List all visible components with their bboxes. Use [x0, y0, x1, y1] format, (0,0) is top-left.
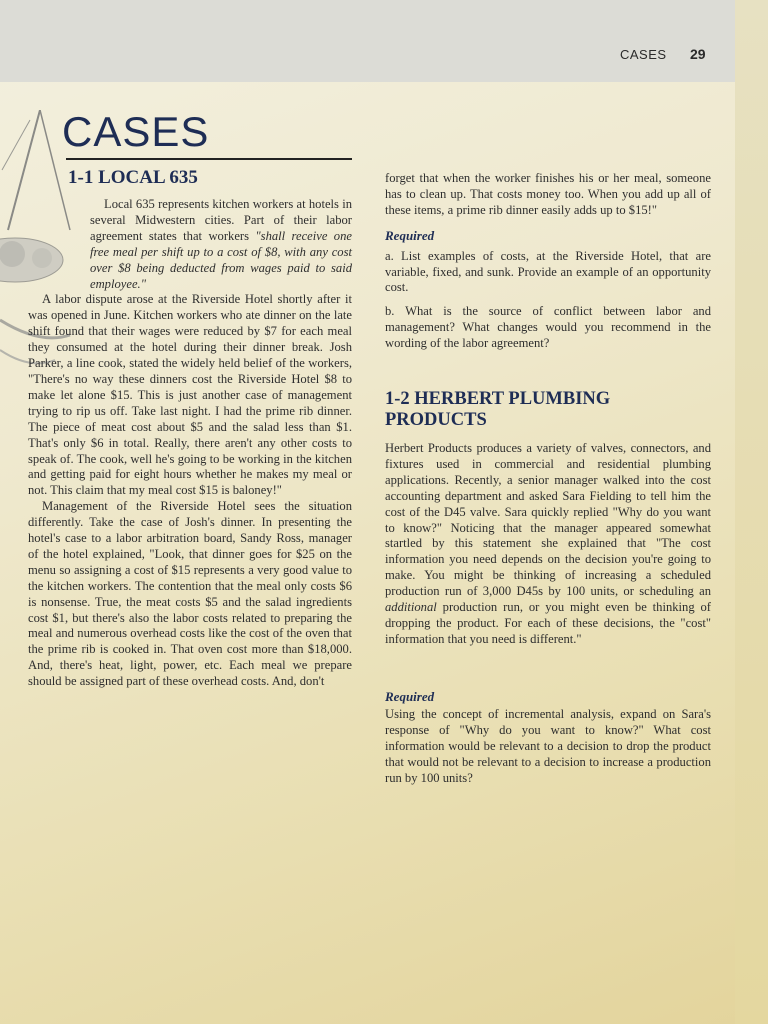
- title-rule: [66, 158, 352, 160]
- header-band: [0, 0, 735, 82]
- case-2-paragraph: [385, 441, 711, 648]
- case-1-right-column: [385, 171, 711, 352]
- case-2-text-2: production run, or you might even be thinking of dropping the product. For each of these decisions, the "cost" information that you need is different.": [385, 600, 711, 646]
- case-1-requirement-a: a. List examples of costs, at the Riverside Hotel, that are variable, fixed, and sunk. Provide an example of an opportunity cost.: [385, 248, 711, 295]
- case-1-required-label: Required: [385, 227, 435, 243]
- case-1-intro: [90, 197, 352, 292]
- case-1-intro-quote: "shall receive one free meal per shift up to a cost of $8, with any cost over $8 being deducted from wages paid to said employee.": [90, 228, 352, 291]
- case-2-required-text: Using the concept of incremental analysis, expand on Sara's response of "Why do you want to know?" What cost information would be relevant to a decision to drop the product that would not be relevant to a decision to increase a production run by 100 units?: [385, 706, 711, 785]
- page-title: CASES: [62, 108, 210, 155]
- case-1-para-2: A labor dispute arose at the Riverside Hotel shortly after it was opened in June. Kitchen workers who ate dinner on the late shift found that their wages were reduced by $7 for each meal they consumed at the hotel during their dinner break. Josh Parker, a line cook, stated the widely held belief of the workers, "There's no way these dinners cost the Riverside Hotel $8 to make let alone $15. This is just another case of management trying to rip us off. Take last night. I had the prime rib dinner. The piece of meat cost about $5 and the salad less than $1. That's only $6 in total. Really, there aren't any other costs to speak of. The cook, well he's going to be working in the kitchen and getting paid for eight hours whether he makes my meal or not. This claim that my meal cost $15 is baloney!": [28, 292, 352, 498]
- running-head: CASES: [620, 47, 667, 62]
- case-1-left-column: [28, 197, 352, 690]
- page-number: 29: [690, 46, 706, 62]
- case-2-emphasis: additional: [385, 600, 437, 615]
- page-edge: [735, 0, 768, 1024]
- case-2-required-label: Required: [385, 689, 435, 704]
- case-1-continuation: forget that when the worker finishes his or her meal, someone has to clean up. That costs money too. When you add up all of these items, a prime rib dinner easily adds up to $15!": [385, 171, 711, 217]
- case-2-text-1: Herbert Products produces a variety of valves, connectors, and fixtures used in commercial and residential plumbing applications. Recently, a senior manager walked into the cost accounting department and asked Sara Fielding to tell him the cost of the D45 valve. Sara quickly replied "Why do you want to know?" Noticing that the manager appeared somewhat startled by this statement she explained that "The cost information you need depends on the decision you're going to make. You might be thinking of increasing a scheduled production run of 3,000 D45s by 100 units, or scheduling an: [385, 441, 711, 599]
- case-2-body: [385, 441, 711, 648]
- case-1-intro-text: Local 635 represents kitchen workers at hotels in several Midwestern cities. Part of their labor agreement states that workers: [90, 197, 352, 243]
- case-2-heading: 1-2 HERBERT PLUMBING PRODUCTS: [385, 389, 611, 430]
- case-1-requirement-b: b. What is the source of conflict between labor and management? What changes would you recommend in the wording of the labor agreement?: [385, 304, 711, 351]
- case-1-para-3: Management of the Riverside Hotel sees the situation differently. Take the case of Josh's dinner. In presenting the hotel's case to a labor arbitration board, Sandy Ross, manager of the hotel explained, "Look, that dinner goes for $25 on the menu so assigning a cost of $15 represents a very good value to the kitchen workers. The contention that the meal only costs $6 is nonsense. True, the meat costs $5 and the salad ingredients cost $1, but there's also the labor costs related to preparing the meal and numerous overhead costs like the cost of the oven that the prime rib is cooked in. That oven cost more than $18,000. And, there's heat, light, power, etc. Each meal we prepare should be assigned part of these overhead costs. And, don't: [28, 499, 352, 689]
- case-2-required: [385, 689, 711, 786]
- case-1-heading: 1-1 LOCAL 635: [68, 167, 198, 188]
